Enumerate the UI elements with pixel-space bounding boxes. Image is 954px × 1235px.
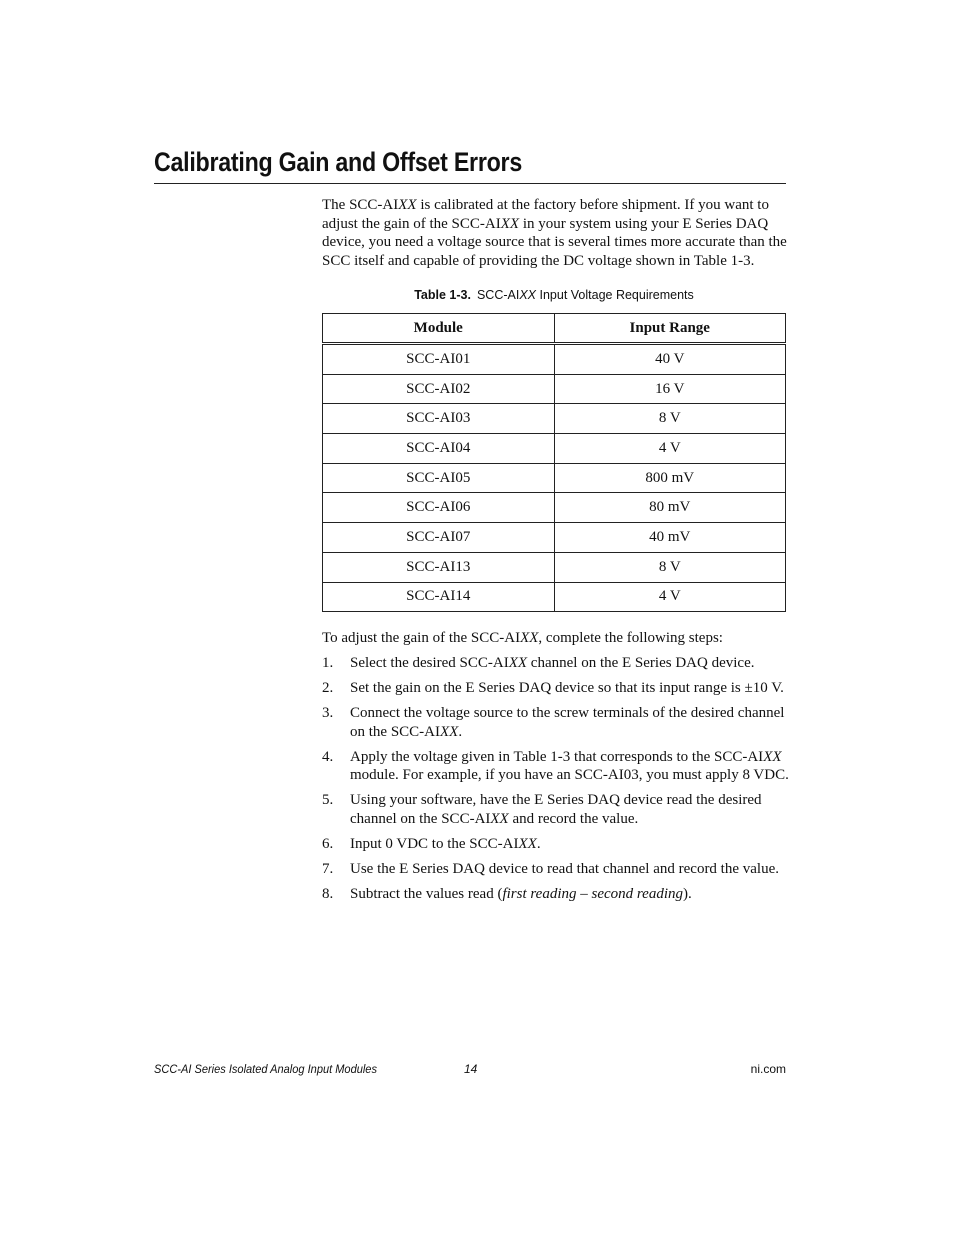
step-text-italic: XX xyxy=(763,748,782,765)
step-number: 2. xyxy=(322,679,334,696)
cell-module: SCC-AI03 xyxy=(323,404,555,434)
step-text-italic: XX xyxy=(518,835,537,852)
cell-input-range: 8 V xyxy=(554,404,786,434)
list-item xyxy=(322,885,792,904)
step-text: Select the desired SCC-AI xyxy=(350,655,509,671)
step-text: Input 0 VDC to the SCC-AI xyxy=(350,835,519,852)
table-row xyxy=(323,463,786,493)
cell-module: SCC-AI04 xyxy=(323,434,555,464)
step-text-end: module. For example, if you have an SCC-AI03, you must apply 8 VDC. xyxy=(350,767,789,784)
cell-module: SCC-AI14 xyxy=(323,582,555,612)
list-item xyxy=(322,679,792,698)
cell-input-range: 4 V xyxy=(554,582,786,612)
table-row xyxy=(323,523,786,553)
step-text: Subtract the values read ( xyxy=(350,885,503,902)
cell-module: SCC-AI02 xyxy=(323,374,555,404)
step-text-italic: XX xyxy=(508,655,528,671)
step-number: 3. xyxy=(322,704,334,721)
list-item xyxy=(322,748,792,785)
step-text: Apply the voltage given in Table 1-3 that corresponds to the SCC-AI xyxy=(350,748,764,765)
step-text-end: channel on the E Series DAQ device. xyxy=(527,655,755,671)
step-text-end: ). xyxy=(683,885,692,902)
step-text-end: and record the value. xyxy=(508,810,639,827)
list-item xyxy=(322,704,792,741)
step-number: 1. xyxy=(322,655,334,671)
steps-intro-a: To adjust the gain of the SCC-AI xyxy=(322,630,521,646)
table-row xyxy=(323,493,786,523)
table-caption-number: Table 1-3. xyxy=(414,288,471,302)
footer-page-number: 14 xyxy=(464,1062,478,1076)
cell-module: SCC-AI01 xyxy=(323,344,555,375)
footer-manual-title: SCC-AI Series Isolated Analog Input Modules xyxy=(154,1062,377,1076)
table-row xyxy=(323,434,786,464)
list-item xyxy=(322,835,792,854)
cell-input-range: 8 V xyxy=(554,552,786,582)
cell-module: SCC-AI06 xyxy=(323,493,555,523)
steps-intro xyxy=(322,629,792,648)
step-text-italic: XX xyxy=(440,723,459,740)
cell-input-range: 4 V xyxy=(554,434,786,464)
steps-intro-b: XX xyxy=(520,630,539,646)
cell-input-range: 40 V xyxy=(554,344,786,375)
list-item xyxy=(322,860,792,879)
intro-text-1: The SCC-AI xyxy=(322,197,399,213)
steps-intro-c: , complete the following steps: xyxy=(538,630,723,646)
cell-module: SCC-AI05 xyxy=(323,463,555,493)
voltage-requirements-table xyxy=(322,313,786,612)
step-number: 5. xyxy=(322,792,334,809)
cell-input-range: 40 mV xyxy=(554,523,786,553)
step-text-end: . xyxy=(458,723,463,740)
table-row xyxy=(323,582,786,612)
step-text: Connect the voltage source to the screw terminals of the desired channel on the SCC-AI xyxy=(350,704,785,740)
list-item xyxy=(322,791,792,828)
intro-text-3: is calibrated at the factory before shipment. If you want to adjust the gain of the SCC-AI xyxy=(322,197,769,232)
step-number: 4. xyxy=(322,748,334,765)
step-text-italic: XX xyxy=(490,810,509,827)
step-text-italic: first reading – second reading xyxy=(502,885,683,902)
page-heading: Calibrating Gain and Offset Errors xyxy=(154,147,522,177)
cell-module: SCC-AI13 xyxy=(323,552,555,582)
intro-paragraph xyxy=(322,196,792,270)
table-row xyxy=(323,374,786,404)
heading-rule xyxy=(154,183,786,184)
step-text: Set the gain on the E Series DAQ device so that its input range is ±10 V. xyxy=(350,679,784,696)
table-row xyxy=(323,344,786,375)
step-text-end: . xyxy=(536,835,541,852)
intro-text-2: XX xyxy=(398,197,417,213)
table-header-row xyxy=(323,314,786,344)
table-caption-text-c: Input Voltage Requirements xyxy=(536,288,694,302)
cell-input-range: 16 V xyxy=(554,374,786,404)
intro-text-4: XX xyxy=(500,215,520,232)
cell-module: SCC-AI07 xyxy=(323,523,555,553)
table-row xyxy=(323,404,786,434)
intro-text-5: in your system using your E Series DAQ device, you need a voltage source that is several times more accurate than the SCC itself and capable of providing the DC voltage shown in Table 1-3. xyxy=(322,215,787,269)
step-text: Use the E Series DAQ device to read that channel and record the value. xyxy=(350,860,779,877)
step-number: 7. xyxy=(322,860,334,877)
table-caption-text-b: XX xyxy=(519,288,537,302)
step-number: 6. xyxy=(322,835,334,852)
table-caption xyxy=(322,286,786,304)
table-row xyxy=(323,552,786,582)
step-text: Using your software, have the E Series DAQ device read the desired channel on the SCC-AI xyxy=(350,792,762,827)
cell-input-range: 800 mV xyxy=(554,463,786,493)
header-module: Module xyxy=(323,314,555,344)
list-item xyxy=(322,654,792,673)
steps-list xyxy=(322,654,792,910)
footer-website: ni.com xyxy=(750,1062,786,1076)
header-input-range: Input Range xyxy=(554,314,786,344)
cell-input-range: 80 mV xyxy=(554,493,786,523)
step-number: 8. xyxy=(322,885,334,902)
table-caption-text-a: SCC-AI xyxy=(476,288,520,302)
